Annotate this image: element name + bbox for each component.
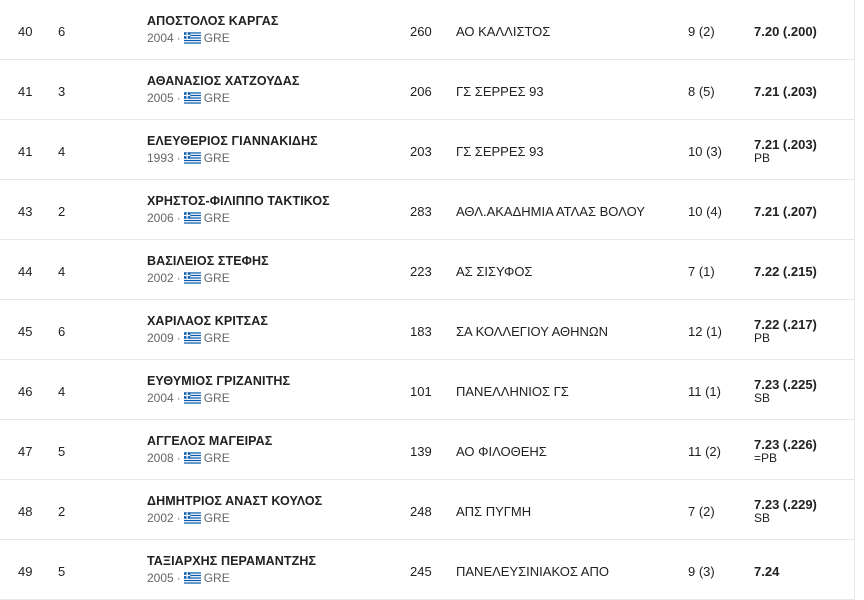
mark-cell: [754, 437, 817, 464]
club-cell[interactable]: ΠΑΝΕΛΕΥΣΙΝΙΑΚΟΣ ΑΠΟ: [456, 564, 609, 579]
mark-cell: [754, 137, 817, 164]
mark-value: 7.21 (.207): [754, 204, 817, 219]
birth-year: 2004: [147, 391, 174, 405]
mark-value: 7.21 (.203): [754, 84, 817, 99]
bib-cell: 206: [410, 84, 432, 99]
rank-cell: 49: [18, 564, 33, 579]
greece-flag-icon: [184, 332, 201, 344]
lane-cell: 4: [58, 144, 66, 159]
greece-flag-icon: [184, 92, 201, 104]
separator: ·: [176, 511, 181, 525]
mark-cell: [754, 317, 817, 344]
table-row[interactable]: [0, 540, 854, 600]
rank-cell: 40: [18, 24, 33, 39]
greece-flag-icon: [184, 212, 201, 224]
birth-year: 2009: [147, 331, 174, 345]
rank-cell: 41: [18, 84, 33, 99]
bib-cell: 283: [410, 204, 432, 219]
rank-cell: 41: [18, 144, 33, 159]
country-code: GRE: [203, 511, 230, 525]
athlete-cell: [147, 374, 290, 405]
greece-flag-icon: [184, 572, 201, 584]
athlete-meta: [147, 571, 316, 585]
greece-flag-icon: [184, 452, 201, 464]
birth-year: 2005: [147, 571, 174, 585]
club-cell[interactable]: ΑΘΛ.ΑΚΑΔΗΜΙΑ ΑΤΛΑΣ ΒΟΛΟΥ: [456, 204, 645, 219]
club-cell[interactable]: ΑΣ ΣΙΣΥΦΟΣ: [456, 264, 533, 279]
mark-value: 7.22 (.215): [754, 264, 817, 279]
athlete-meta: [147, 91, 299, 105]
bib-cell: 223: [410, 264, 432, 279]
greece-flag-icon: [184, 392, 201, 404]
club-cell[interactable]: ΑΠΣ ΠΥΓΜΗ: [456, 504, 532, 519]
athlete-name[interactable]: ΕΥΘΥΜΙΟΣ ΓΡΙΖΑΝΙΤΗΣ: [147, 374, 291, 388]
reaction-cell: 7 (1): [688, 264, 715, 279]
club-cell[interactable]: ΓΣ ΣΕΡΡΕΣ 93: [456, 144, 544, 159]
mark-cell: [754, 377, 817, 404]
country-code: GRE: [203, 91, 230, 105]
bib-cell: 245: [410, 564, 432, 579]
separator: ·: [176, 211, 181, 225]
birth-year: 2005: [147, 91, 174, 105]
athlete-meta: [147, 511, 322, 525]
mark-value: 7.23 (.226): [754, 437, 817, 452]
table-row[interactable]: [0, 420, 854, 480]
lane-cell: 2: [58, 204, 66, 219]
lane-cell: 4: [58, 264, 66, 279]
lane-cell: 6: [58, 324, 66, 339]
record-note: SB: [754, 391, 771, 405]
table-row[interactable]: [0, 120, 854, 180]
athlete-meta: [147, 151, 318, 165]
club-cell[interactable]: ΑΟ ΚΑΛΛΙΣΤΟΣ: [456, 24, 551, 39]
rank-cell: 45: [18, 324, 33, 339]
athlete-cell: [147, 434, 272, 465]
birth-year: 2006: [147, 211, 174, 225]
rank-cell: 47: [18, 444, 33, 459]
rank-cell: 46: [18, 384, 33, 399]
reaction-cell: 11 (2): [688, 444, 721, 459]
country-code: GRE: [203, 451, 230, 465]
country-code: GRE: [203, 331, 230, 345]
separator: ·: [176, 31, 181, 45]
separator: ·: [176, 451, 181, 465]
athlete-name[interactable]: ΧΑΡΙΛΑΟΣ ΚΡΙΤΣΑΣ: [147, 314, 269, 328]
bib-cell: 101: [410, 384, 432, 399]
separator: ·: [176, 271, 181, 285]
reaction-cell: 10 (4): [688, 204, 722, 219]
mark-value: 7.23 (.225): [754, 377, 817, 392]
athlete-cell: [147, 134, 318, 165]
bib-cell: 248: [410, 504, 432, 519]
rank-cell: 48: [18, 504, 33, 519]
mark-value: 7.22 (.217): [754, 317, 817, 332]
reaction-cell: 11 (1): [688, 384, 721, 399]
reaction-cell: 12 (1): [688, 324, 722, 339]
greece-flag-icon: [184, 512, 201, 524]
mark-value: 7.23 (.229): [754, 497, 817, 512]
mark-value: 7.20 (.200): [754, 24, 817, 39]
mark-cell: [754, 24, 817, 39]
record-note: SB: [754, 511, 771, 525]
separator: ·: [176, 571, 181, 585]
birth-year: 2008: [147, 451, 174, 465]
country-code: GRE: [203, 31, 230, 45]
country-code: GRE: [203, 271, 230, 285]
greece-flag-icon: [184, 152, 201, 164]
mark-cell: [754, 264, 817, 279]
athlete-meta: [147, 211, 330, 225]
athlete-cell: [147, 254, 269, 285]
table-row[interactable]: [0, 360, 854, 420]
country-code: GRE: [203, 211, 230, 225]
club-cell[interactable]: ΠΑΝΕΛΛΗΝΙΟΣ ΓΣ: [456, 384, 569, 399]
table-row[interactable]: [0, 0, 854, 60]
reaction-cell: 9 (2): [688, 24, 715, 39]
separator: ·: [176, 91, 181, 105]
bib-cell: 260: [410, 24, 432, 39]
birth-year: 2002: [147, 511, 174, 525]
greece-flag-icon: [184, 32, 201, 44]
bib-cell: 139: [410, 444, 432, 459]
separator: ·: [176, 331, 181, 345]
lane-cell: 5: [58, 444, 66, 459]
table-row[interactable]: [0, 240, 854, 300]
lane-cell: 4: [58, 384, 66, 399]
athlete-cell: [147, 554, 316, 585]
table-row[interactable]: [0, 180, 854, 240]
table-row[interactable]: [0, 300, 854, 360]
separator: ·: [176, 151, 181, 165]
birth-year: 1993: [147, 151, 174, 165]
separator: ·: [176, 391, 181, 405]
reaction-cell: 8 (5): [688, 84, 715, 99]
club-cell[interactable]: ΑΟ ΦΙΛΟΘΕΗΣ: [456, 444, 547, 459]
mark-cell: [754, 84, 817, 99]
athlete-name[interactable]: ΤΑΞΙΑΡΧΗΣ ΠΕΡΑΜΑΝΤΖΗΣ: [147, 554, 317, 568]
country-code: GRE: [203, 571, 230, 585]
athlete-meta: [147, 31, 278, 45]
athlete-cell: [147, 494, 322, 525]
athlete-meta: [147, 391, 290, 405]
athlete-name[interactable]: ΑΘΑΝΑΣΙΟΣ ΧΑΤΖΟΥΔΑΣ: [147, 74, 300, 88]
table-row[interactable]: [0, 480, 854, 540]
rank-cell: 44: [18, 264, 33, 279]
athlete-meta: [147, 331, 268, 345]
rank-cell: 43: [18, 204, 33, 219]
club-cell[interactable]: ΓΣ ΣΕΡΡΕΣ 93: [456, 84, 544, 99]
greece-flag-icon: [184, 272, 201, 284]
record-note: PB: [754, 151, 771, 165]
reaction-cell: 9 (3): [688, 564, 715, 579]
club-cell[interactable]: ΣΑ ΚΟΛΛΕΓΙΟΥ ΑΘΗΝΩΝ: [456, 324, 608, 339]
athlete-name[interactable]: ΑΠΟΣΤΟΛΟΣ ΚΑΡΓΑΣ: [147, 14, 279, 28]
bib-cell: 203: [410, 144, 432, 159]
mark-cell: [754, 564, 779, 579]
athlete-name[interactable]: ΔΗΜΗΤΡΙΟΣ ΑΝΑΣΤ ΚΟΥΛΟΣ: [147, 494, 323, 508]
record-note: =PB: [754, 451, 778, 465]
athlete-meta: [147, 271, 269, 285]
birth-year: 2004: [147, 31, 174, 45]
country-code: GRE: [203, 391, 230, 405]
birth-year: 2002: [147, 271, 174, 285]
athlete-name[interactable]: ΕΛΕΥΘΕΡΙΟΣ ΓΙΑΝΝΑΚΙΔΗΣ: [147, 134, 318, 148]
reaction-cell: 10 (3): [688, 144, 722, 159]
mark-cell: [754, 497, 817, 524]
lane-cell: 3: [58, 84, 66, 99]
lane-cell: 5: [58, 564, 66, 579]
lane-cell: 2: [58, 504, 66, 519]
mark-value: 7.24: [754, 564, 780, 579]
mark-cell: [754, 204, 817, 219]
athlete-name[interactable]: ΑΓΓΕΛΟΣ ΜΑΓΕΙΡΑΣ: [147, 434, 273, 448]
athlete-cell: [147, 194, 330, 225]
record-note: PB: [754, 331, 771, 345]
table-row[interactable]: [0, 60, 854, 120]
athlete-cell: [147, 314, 268, 345]
athlete-name[interactable]: ΧΡΗΣΤΟΣ-ΦΙΛΙΠΠΟ ΤΑΚΤΙΚΟΣ: [147, 194, 330, 208]
athlete-meta: [147, 451, 272, 465]
reaction-cell: 7 (2): [688, 504, 715, 519]
mark-value: 7.21 (.203): [754, 137, 817, 152]
lane-cell: 6: [58, 24, 66, 39]
country-code: GRE: [203, 151, 230, 165]
bib-cell: 183: [410, 324, 432, 339]
athlete-cell: [147, 74, 299, 105]
athlete-cell: [147, 14, 278, 45]
athlete-name[interactable]: ΒΑΣΙΛΕΙΟΣ ΣΤΕΦΗΣ: [147, 254, 269, 268]
